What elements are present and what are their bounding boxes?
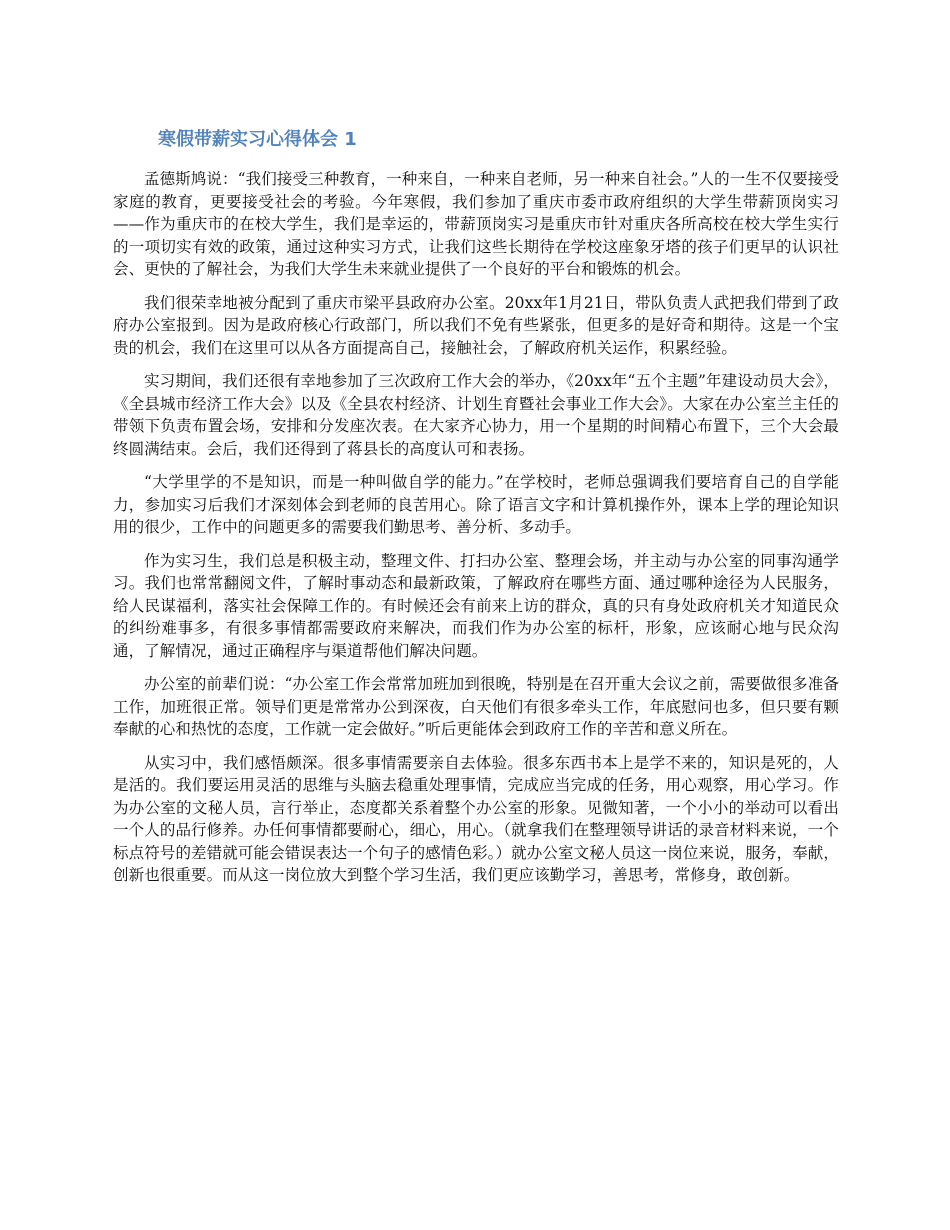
paragraph-6: 办公室的前辈们说：“办公室工作会常常加班加到很晚，特别是在召开重大会议之前，需要做很多准备工作，加班很正常。领导们更是常常办公到深夜，白天他们有很多牵头工作，年底慰问也多，但只要有颗奉献的心和热忱的态度，工作就一定会做好。”听后更能体会到政府工作的辛苦和意义所在。 [113, 675, 839, 738]
paragraph-2: 我们很荣幸地被分配到了重庆市梁平县政府办公室。20xx年1月21日，带队负责人武把我们带到了政府办公室报到。因为是政府核心行政部门，所以我们不免有些紧张，但更多的是好奇和期待。这是一个宝贵的机会，我们在这里可以从各方面提高自己，接触社会，了解政府机关运作，积累经验。 [113, 293, 839, 357]
document-body [113, 168, 839, 898]
paragraph-5: 作为实习生，我们总是积极主动，整理文件、打扫办公室、整理会场，并主动与办公室的同事沟通学习。我们也常常翻阅文件，了解时事动态和最新政策，了解政府在哪些方面、通过哪种途径为人民服务，给人民谋福利，落实社会保障工作的。有时候还会有前来上访的群众，真的只有身处政府机关才知道民众的纠纷难事多，有很多事情都需要政府来解决，而我们作为办公室的标杆，形象，应该耐心地与民众沟通，了解情况，通过正确程序与渠道帮他们解决问题。 [113, 551, 839, 660]
paragraph-1: 孟德斯鸠说：“我们接受三种教育，一种来自，一种来自老师，另一种来自社会。”人的一生不仅要接受家庭的教育，更要接受社会的考验。今年寒假，我们参加了重庆市委市政府组织的大学生带薪顶岗实习——作为重庆市的在校大学生，我们是幸运的，带薪顶岗实习是重庆市针对重庆各所高校在校大学生实行的一项切实有效的政策，通过这种实习方式，让我们这些长期待在学校这座象牙塔的孩子们更早的认识社会、更快的了解社会，为我们大学生未来就业提供了一个良好的平台和锻炼的机会。 [113, 170, 839, 278]
paragraph-4: “大学里学的不是知识，而是一种叫做自学的能力。”在学校时，老师总强调我们要培育自己的自学能力，参加实习后我们才深刻体会到老师的良苦用心。除了语言文字和计算机操作外，课本上学的理论知识用的很少，工作中的问题更多的需要我们勤思考、善分析、多动手。 [113, 473, 839, 536]
paragraph-7: 从实习中，我们感悟颇深。很多事情需要亲自去体验。很多东西书本上是学不来的，知识是死的，人是活的。我们要运用灵活的思维与头脑去稳重处理事情，完成应当完成的任务，用心观察，用心学习。作为办公室的文秘人员，言行举止，态度都关系着整个办公室的形象。见微知著，一个小小的举动可以看出一个人的品行修养。办任何事情都要耐心，细心，用心。（就拿我们在整理领导讲话的录音材料来说，一个标点符号的差错就可能会错误表达一个句子的感情色彩。）就办公室文秘人员这一岗位来说，服务，奉献，创新也很重要。而从这一岗位放大到整个学习生活，我们更应该勤学习，善思考，常修身，敢创新。 [113, 753, 839, 884]
document-title: 寒假带薪实习心得体会 1 [158, 129, 357, 150]
paragraph-3: 实习期间，我们还很有幸地参加了三次政府工作大会的举办，《20xx年“五个主题”年建设动员大会》，《全县城市经济工作大会》以及《全县农村经济、计划生育暨社会事业工作大会》。大家在办公室兰主任的带领下负责布置会场，安排和分发座次表。在大家齐心协力，用一个星期的时间精心布置下，三个大会最终圆满结束。会后，我们还得到了蒋县长的高度认可和表扬。 [113, 372, 839, 458]
